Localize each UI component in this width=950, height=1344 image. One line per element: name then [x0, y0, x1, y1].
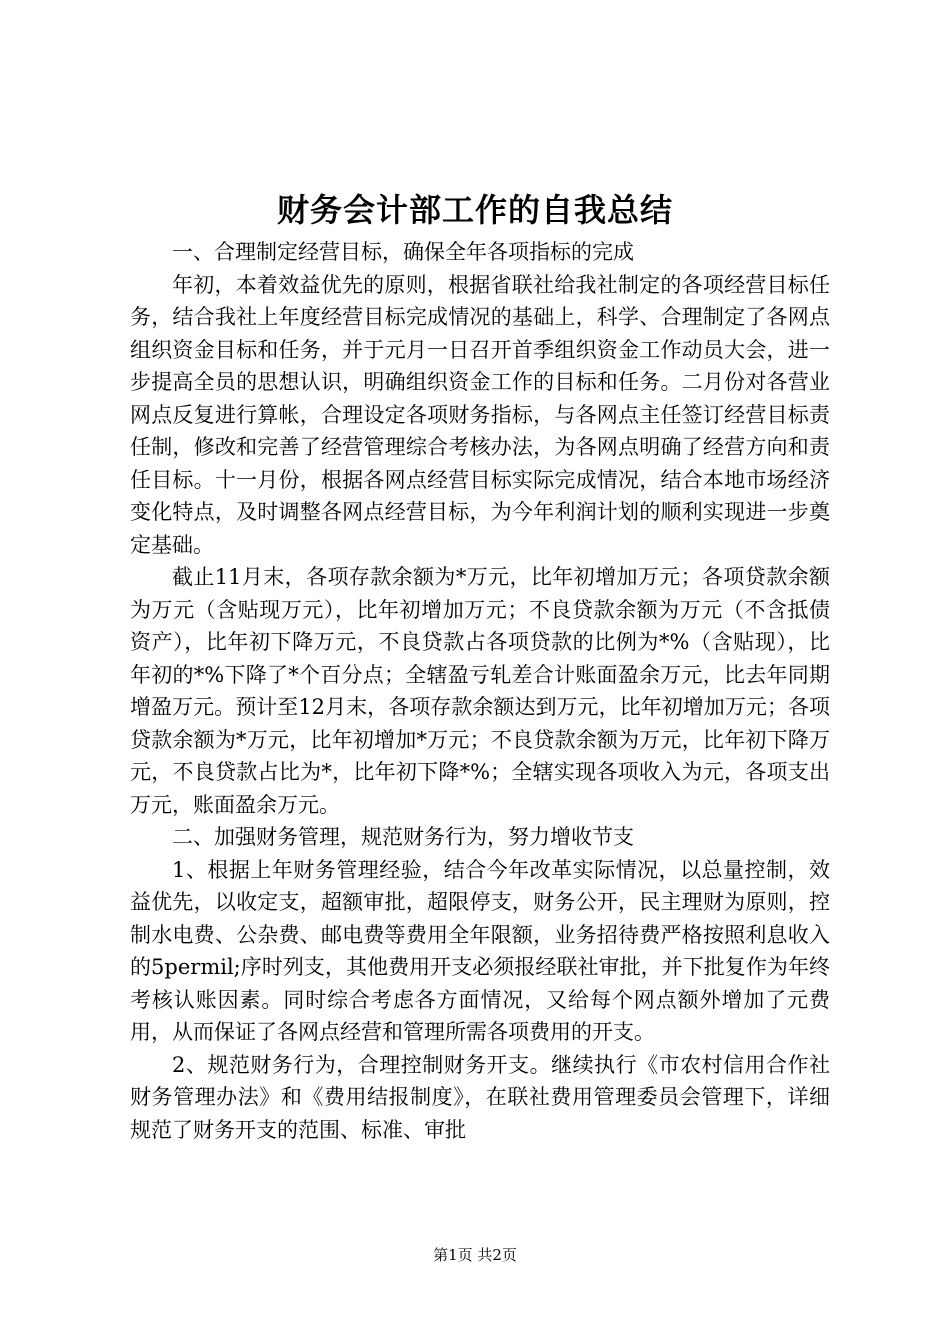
section-heading-1: 一、合理制定经营目标，确保全年各项指标的完成 [172, 240, 634, 264]
document-body [130, 236, 830, 1146]
paragraph: 2、规范财务行为，合理控制财务开支。继续执行《市农村信用合作社财务管理办法》和《费用结报制度》，在联社费用管理委员会管理下，详细规范了财务开支的范围、标准、审批 [130, 1052, 830, 1142]
document-title: 财务会计部工作的自我总结 [276, 191, 673, 229]
paragraph: 年初，本着效益优先的原则，根据省联社给我社制定的各项经营目标任务，结合我社上年度经营目标完成情况的基础上，科学、合理制定了各网点组织资金目标和任务，并于元月一日召开首季组织资金工作动员大会，进一步提高全员的思想认识，明确组织资金工作的目标和任务。二月份对各营业网点反复进行算帐，合理设定各项财务指标，与各网点主任签订经营目标责任制，修改和完善了经营管理综合考核办法，为各网点明确了经营方向和责任目标。十一月份，根据各网点经营目标实际完成情况，结合本地市场经济变化特点，及时调整各网点经营目标，为今年利润计划的顺利实现进一步奠定基础。 [130, 272, 830, 557]
section-heading-2: 二、加强财务管理，规范财务行为，努力增收节支 [172, 825, 634, 849]
paragraph: 截止11月末，各项存款余额为*万元，比年初增加万元；各项贷款余额为万元（含贴现万元），比年初增加万元；不良贷款余额为万元（不含抵债资产），比年初下降万元，不良贷款占各项贷款的比例为*%（含贴现），比年初的*%下降了*个百分点；全辖盈亏轧差合计账面盈余万元，比去年同期增盈万元。预计至12月末，各项存款余额达到万元，比年初增加万元；各项贷款余额为*万元，比年初增加*万元；不良贷款余额为万元，比年初下降万元，不良贷款占比为*，比年初下降*%；全辖实现各项收入为元，各项支出万元，账面盈余万元。 [130, 565, 830, 817]
page-number-footer: 第1页 共2页 [433, 1246, 517, 1264]
paragraph: 1、根据上年财务管理经验，结合今年改革实际情况，以总量控制，效益优先，以收定支，超额审批，超限停支，财务公开，民主理财为原则，控制水电费、公杂费、邮电费等费用全年限额，业务招待费严格按照利息收入的5permil;序时列支，其他费用开支必须报经联社审批，并下批复作为年终考核认账因素。同时综合考虑各方面情况，又给每个网点额外增加了元费用，从而保证了各网点经营和管理所需各项费用的开支。 [130, 857, 830, 1044]
